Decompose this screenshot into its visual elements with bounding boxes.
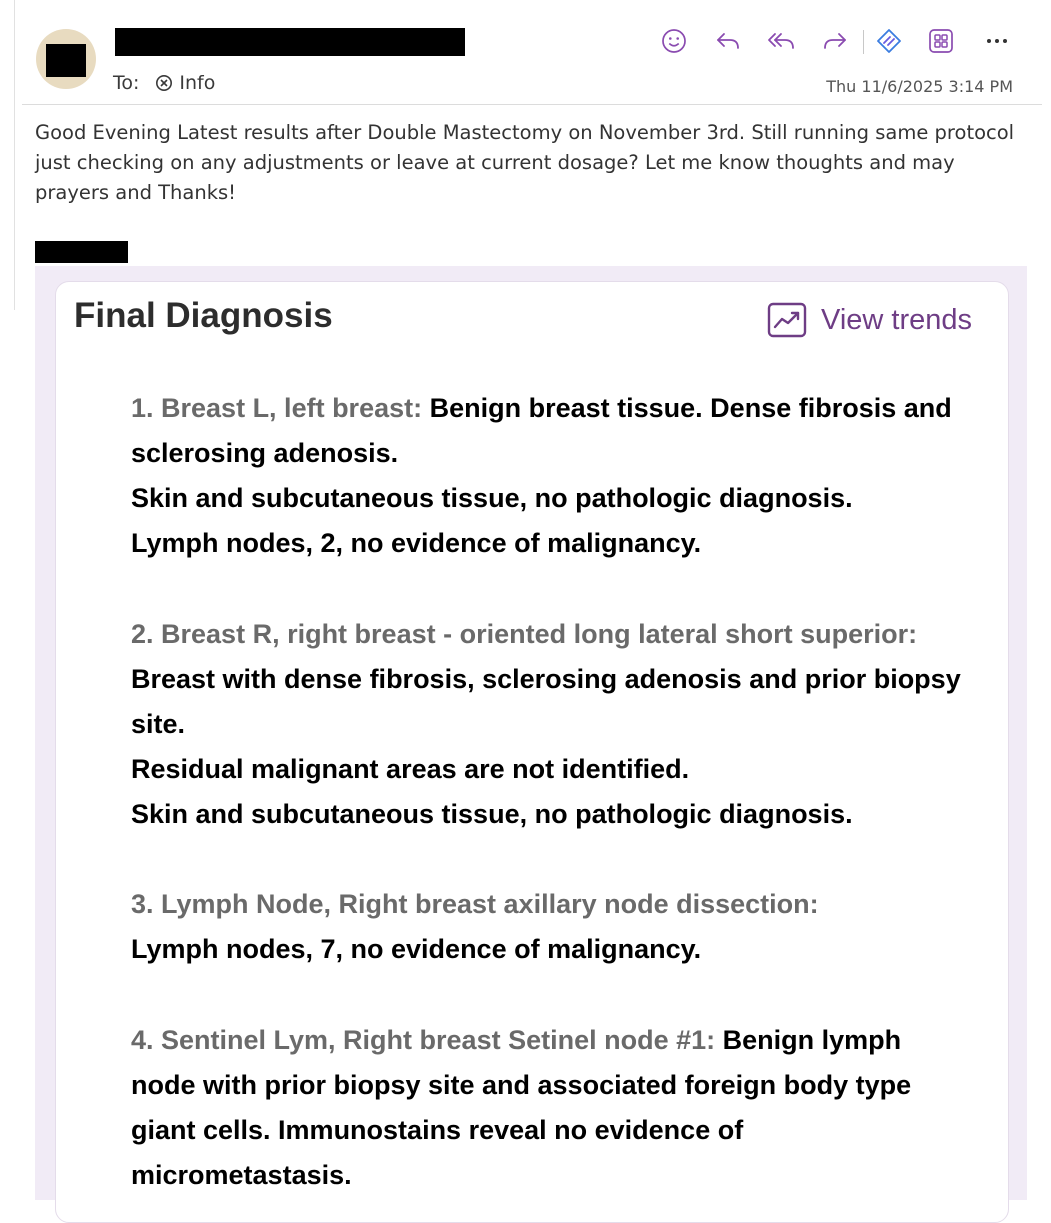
recipient-name: Info xyxy=(179,72,216,94)
diagnosis-text: Benign breast tissue. Dense fibrosis and sclerosing adenosis. xyxy=(131,393,952,468)
diagnosis-line: Skin and subcutaneous tissue, no pathologic diagnosis. xyxy=(131,483,853,513)
diagnosis-label: 2. Breast R, right breast - oriented long lateral short superior: xyxy=(131,619,918,649)
diagnosis-label: 3. Lymph Node, Right breast axillary node dissection: xyxy=(131,889,819,919)
diagnosis-line: Lymph nodes, 7, no evidence of malignancy. xyxy=(131,934,702,964)
view-trends-label: View trends xyxy=(821,303,972,336)
reply-all-icon[interactable] xyxy=(766,26,796,56)
card-title: Final Diagnosis xyxy=(74,296,333,335)
message-toolbar xyxy=(0,26,1051,56)
trend-chart-icon xyxy=(767,302,807,338)
recipient-chip[interactable] xyxy=(147,72,215,94)
diagnosis-item-4 xyxy=(131,1018,971,1198)
copilot-icon[interactable] xyxy=(874,26,904,56)
diagnosis-label: 1. Breast L, left breast: xyxy=(131,393,423,423)
smiley-icon[interactable] xyxy=(659,26,689,56)
diagnosis-text: Benign lymph node with prior biopsy site and associated foreign body type giant cells. Immunostains reveal no evidence of micrometastasis. xyxy=(131,1025,912,1190)
view-trends-link[interactable] xyxy=(767,302,972,338)
signature-redacted xyxy=(35,241,128,263)
diagnosis-item-2 xyxy=(131,612,971,837)
recipient-line xyxy=(113,72,215,94)
apps-icon[interactable] xyxy=(926,26,956,56)
header-divider xyxy=(22,104,1042,105)
diagnosis-item-1 xyxy=(131,386,971,566)
timestamp: Thu 11/6/2025 3:14 PM xyxy=(826,77,1013,96)
recipient-status-icon xyxy=(155,74,173,92)
diagnosis-text: Breast with dense fibrosis, sclerosing adenosis and prior biopsy site. xyxy=(131,664,961,739)
forward-icon[interactable] xyxy=(820,26,850,56)
message-body: Good Evening Latest results after Double Mastectomy on November 3rd. Still running same protocol just checking on any adjustments or leave at current dosage? Let me know thoughts and may prayers and Thanks! xyxy=(35,121,1015,204)
reply-icon[interactable] xyxy=(713,26,743,56)
diagnosis-label: 4. Sentinel Lym, Right breast Setinel node #1: xyxy=(131,1025,716,1055)
diagnosis-line: Skin and subcutaneous tissue, no pathologic diagnosis. xyxy=(131,799,853,829)
diagnosis-line: Residual malignant areas are not identified. xyxy=(131,754,690,784)
more-icon[interactable] xyxy=(982,26,1012,56)
diagnosis-item-3 xyxy=(131,882,971,972)
diagnosis-line: Lymph nodes, 2, no evidence of malignancy. xyxy=(131,528,702,558)
to-label: To: xyxy=(113,72,140,94)
toolbar-divider xyxy=(863,30,864,54)
